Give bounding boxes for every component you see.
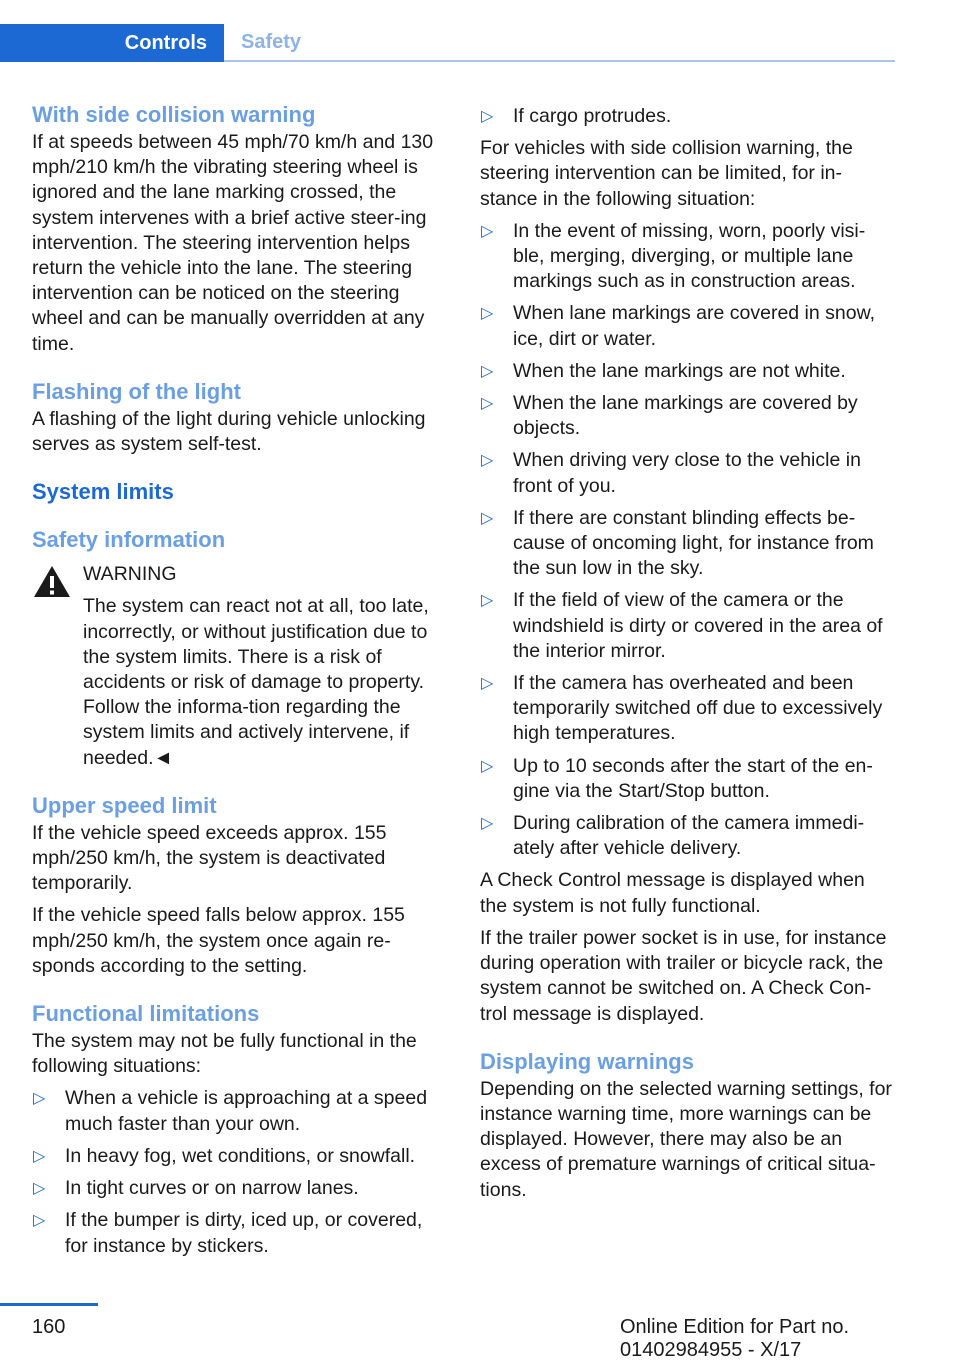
- list-item: [480, 301, 896, 351]
- list-item-text: When the lane markings are not white.: [513, 359, 846, 382]
- list-item-text: If the camera has overheated and been temporarily switched off due to excessively high temperatures.: [513, 672, 883, 745]
- list-item-text: When lane markings are covered in snow, ice, dirt or water.: [513, 302, 876, 350]
- right-column: [480, 100, 896, 1203]
- list-item-text: In the event of missing, worn, poorly visi-ble, merging, diverging, or multiple lane markings such as in construction areas.: [513, 219, 866, 293]
- paragraph-functional-limitations: The system may not be fully functional in the following situations:: [32, 1030, 417, 1078]
- triangle-bullet-icon: ▷: [33, 1147, 46, 1165]
- list-item-text: In tight curves or on narrow lanes.: [65, 1177, 359, 1200]
- heading-upper-speed-limit: Upper speed limit: [32, 792, 217, 818]
- triangle-bullet-icon: ▷: [481, 222, 494, 240]
- paragraph-side-collision: If at speeds between 45 mph/70 km/h and 130 mph/210 km/h the vibrating steering wheel is ignored and the lane marking crossed, the system intervenes with a brief active steer-ing intervention. The steering intervention helps return the vehicle into the lane. The steering intervention can be noticed on the steering wheel and can be manually overridden at any time.: [32, 131, 434, 355]
- triangle-bullet-icon: ▷: [481, 362, 494, 380]
- paragraph-upper-speed-2: If the vehicle speed falls below approx. 155 mph/250 km/h, the system once again re-sponds according to the setting.: [32, 904, 405, 977]
- heading-displaying-warnings: Displaying warnings: [480, 1048, 694, 1074]
- triangle-bullet-icon: ▷: [481, 815, 494, 833]
- steering-limitations-list: [480, 219, 896, 862]
- list-item: [32, 1176, 450, 1201]
- list-item: [480, 811, 896, 861]
- triangle-bullet-icon: ▷: [481, 305, 494, 323]
- list-item: [32, 1208, 450, 1258]
- triangle-bullet-icon: ▷: [481, 675, 494, 693]
- triangle-bullet-icon: ▷: [33, 1090, 46, 1108]
- triangle-bullet-icon: ▷: [481, 108, 494, 125]
- list-item: [480, 219, 896, 295]
- warning-title: WARNING: [83, 563, 177, 586]
- heading-flashing-light: Flashing of the light: [32, 378, 241, 404]
- list-item-text: When driving very close to the vehicle in front of you.: [513, 449, 861, 497]
- paragraph-check-control: A Check Control message is displayed when the system is not fully functional.: [480, 869, 865, 917]
- heading-functional-limitations: Functional limitations: [32, 1001, 260, 1027]
- triangle-bullet-icon: ▷: [481, 509, 494, 527]
- list-item-text: If there are constant blinding effects be-cause of oncoming light, for instance from the sun low in the sky.: [513, 506, 874, 580]
- list-item: [480, 104, 896, 129]
- list-item-text: When a vehicle is approaching at a speed much faster than your own.: [65, 1087, 428, 1135]
- paragraph-displaying-warnings: Depending on the selected warning settings, for instance warning time, more warnings can be displayed. However, there may also be an excess of premature warnings of critical situa-tions.: [480, 1077, 892, 1201]
- list-item-text: When the lane markings are covered by objects.: [513, 392, 858, 440]
- heading-safety-information: Safety information: [32, 527, 226, 553]
- paragraph-steering-limited: For vehicles with side collision warning, the steering intervention can be limited, for in-stance in the following situation:: [480, 137, 853, 210]
- list-item: [480, 506, 896, 582]
- list-item: [480, 588, 896, 664]
- triangle-bullet-icon: ▷: [481, 395, 494, 413]
- list-item: [480, 448, 896, 498]
- list-item: [480, 391, 896, 441]
- triangle-bullet-icon: ▷: [481, 452, 494, 470]
- functional-limitations-list: [32, 1086, 450, 1258]
- triangle-bullet-icon: ▷: [481, 592, 494, 610]
- warning-block: [32, 562, 450, 771]
- list-item: [480, 754, 896, 804]
- warning-text: The system can react not at all, too late, incorrectly, or without justification due to the system limits. There is a risk of accidents or risk of damage to property. Follow the informa-tion regarding the system limits and actively intervene, if needed.◄: [83, 595, 429, 769]
- list-item-text: In heavy fog, wet conditions, or snowfall.: [65, 1144, 416, 1167]
- tab-controls[interactable]: Controls: [0, 24, 224, 62]
- triangle-bullet-icon: ▷: [481, 757, 494, 775]
- triangle-bullet-icon: ▷: [33, 1180, 46, 1198]
- list-item-text: Up to 10 seconds after the start of the en-gine via the Start/Stop button.: [513, 754, 873, 802]
- list-item-text: If the bumper is dirty, iced up, or covered, for instance by stickers.: [65, 1209, 423, 1257]
- list-item-text: If the field of view of the camera or the windshield is dirty or covered in the area of the interior mirror.: [513, 589, 883, 662]
- paragraph-upper-speed-1: If the vehicle speed exceeds approx. 155 mph/250 km/h, the system is deactivated temporarily.: [32, 821, 387, 895]
- list-item-text: During calibration of the camera immedi-ately after vehicle delivery.: [513, 812, 865, 860]
- list-item: [32, 1144, 450, 1169]
- list-item: [480, 359, 896, 384]
- heading-system-limits: System limits: [32, 479, 174, 505]
- tab-bar: [0, 24, 895, 62]
- list-item-text: If cargo protrudes.: [513, 105, 672, 127]
- edition-text: Online Edition for Part no. 01402984955 - X/17: [620, 1316, 850, 1361]
- paragraph-trailer-socket: If the trailer power socket is in use, for instance during operation with trailer or bicycle rack, the system cannot be switched on. A Check Con-trol message is displayed.: [480, 926, 887, 1025]
- tab-safety[interactable]: Safety: [241, 30, 302, 53]
- cargo-list: [480, 104, 896, 129]
- footer-accent-line: [0, 1303, 98, 1306]
- paragraph-flashing-light: A flashing of the light during vehicle unlocking serves as system self-test.: [32, 407, 426, 456]
- triangle-bullet-icon: ▷: [33, 1212, 46, 1230]
- heading-side-collision: With side collision warning: [32, 102, 316, 127]
- list-item: [32, 1086, 450, 1136]
- warning-triangle-icon: [32, 564, 72, 600]
- page-number: 160: [32, 1316, 66, 1338]
- left-column: [32, 100, 450, 1259]
- list-item: [480, 671, 896, 747]
- tab-underline: [224, 60, 895, 62]
